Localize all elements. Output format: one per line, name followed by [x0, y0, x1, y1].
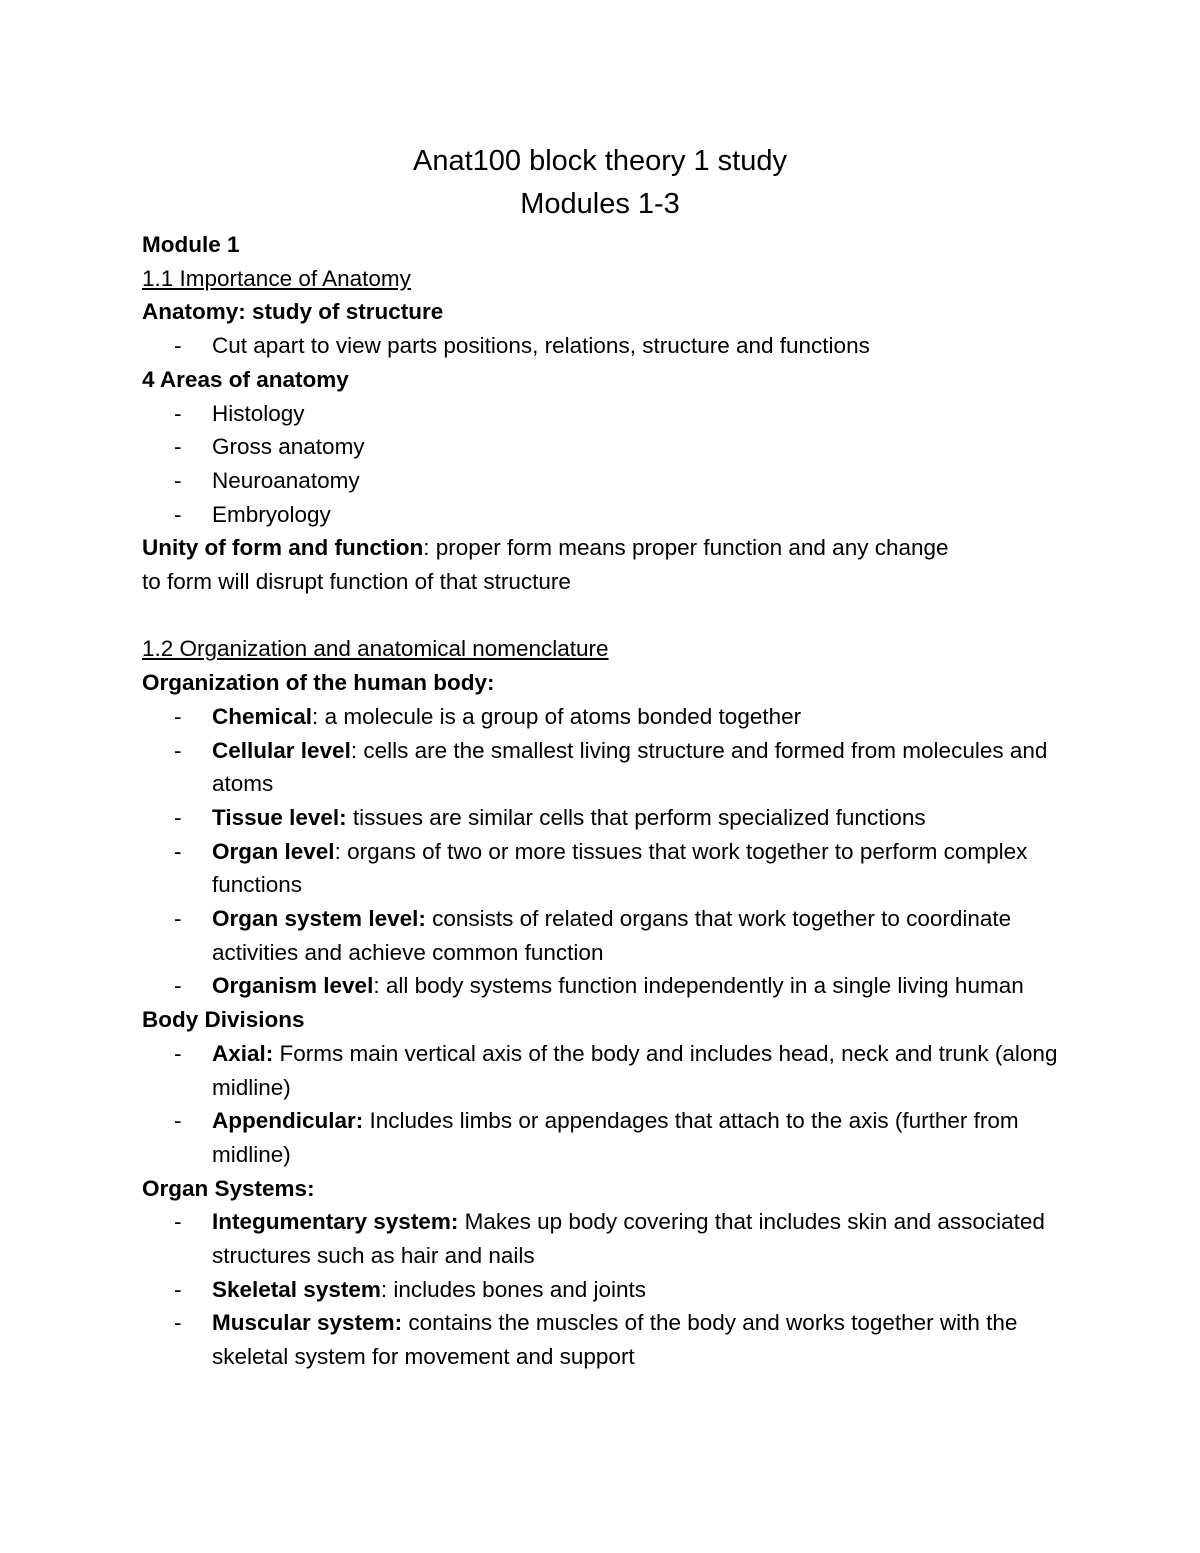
list-item	[142, 1104, 1062, 1171]
bullet-dash: -	[174, 1276, 182, 1302]
list-item-text: Gross anatomy	[212, 434, 365, 460]
bullet-dash: -	[174, 434, 182, 460]
divisions-heading: Body Divisions	[142, 1007, 305, 1033]
list-item	[142, 498, 1062, 532]
list-item	[142, 397, 1062, 431]
bullet-dash: -	[174, 737, 182, 763]
list-item-text	[212, 700, 1062, 734]
list-item-text: Neuroanatomy	[212, 467, 360, 493]
bullet-dash: -	[174, 906, 182, 932]
bullet-dash: -	[174, 804, 182, 830]
list-item	[142, 464, 1062, 498]
list-item	[142, 801, 1062, 835]
term-separator: :	[312, 703, 319, 729]
list-item-text	[212, 1205, 1062, 1272]
list-item-text: Embryology	[212, 501, 331, 527]
bullet-dash: -	[174, 703, 182, 729]
list-item	[142, 1037, 1062, 1104]
title-line-1: Anat100 block theory 1 study	[412, 145, 787, 177]
term: Appendicular:	[212, 1108, 364, 1134]
definition: contains the muscles of the body and works together with the skeletal system for movement and support	[212, 1310, 1018, 1370]
term-separator: :	[350, 737, 358, 763]
definition: : includes bones and joints	[380, 1276, 647, 1302]
term: Skeletal system	[212, 1276, 381, 1302]
term-separator: :	[334, 838, 341, 864]
section-heading-1-2: 1.2 Organization and anatomical nomenclature	[142, 636, 609, 662]
term: Tissue level:	[212, 804, 347, 830]
unity-text: : proper form means proper function and any change	[423, 535, 949, 561]
list-item	[142, 1306, 1062, 1373]
list-item-text	[212, 1306, 1062, 1373]
definition: Includes limbs or appendages that attach to the axis (further from midline)	[212, 1108, 1019, 1167]
term: Muscular system:	[212, 1310, 403, 1336]
module-heading: Module 1	[142, 232, 240, 257]
list-item	[142, 430, 1062, 464]
systems-heading: Organ Systems:	[142, 1175, 315, 1201]
definition: a molecule is a group of atoms bonded together	[318, 703, 802, 729]
term: Chemical	[212, 703, 313, 729]
title-line-2: Modules 1-3	[520, 188, 680, 220]
areas-heading: 4 Areas of anatomy	[142, 366, 349, 392]
bullet-dash: -	[174, 1209, 182, 1235]
bullet-dash: -	[174, 501, 182, 527]
list-item	[142, 1273, 1062, 1307]
term: Organ system level:	[212, 906, 426, 932]
unity-term: Unity of form and function	[142, 535, 424, 561]
list-item	[142, 1205, 1062, 1272]
term: Organ level	[212, 838, 335, 864]
term: Axial:	[212, 1040, 274, 1066]
list-item-text	[212, 1037, 1062, 1104]
anatomy-definition: Anatomy: study of structure	[142, 299, 444, 325]
list-item	[142, 969, 1062, 1003]
definition: Forms main vertical axis of the body and includes head, neck and trunk (along midline)	[212, 1040, 1058, 1100]
definition: Makes up body covering that includes skin and associated structures such as hair and nails	[212, 1209, 1045, 1269]
definition: all body systems function independently in a single living human	[379, 973, 1024, 999]
list-item	[142, 835, 1062, 902]
definition: organs of two or more tissues that work together to perform complex functions	[212, 838, 1028, 898]
unity-paragraph-line-1	[142, 531, 1062, 565]
bullet-dash: -	[174, 333, 182, 359]
bullet-dash: -	[174, 1108, 182, 1134]
bullet-dash: -	[174, 973, 182, 999]
list-item	[142, 700, 1062, 734]
organization-heading: Organization of the human body:	[142, 670, 495, 696]
list-item-text	[212, 969, 1062, 1003]
list-item-text	[212, 801, 1062, 835]
bullet-dash: -	[174, 467, 182, 493]
definition: tissues are similar cells that perform specialized functions	[346, 804, 926, 830]
bullet-dash: -	[174, 1040, 182, 1066]
definition: cells are the smallest living structure and formed from molecules and atoms	[212, 737, 1048, 797]
list-item	[142, 902, 1062, 969]
list-item-text	[212, 734, 1062, 801]
paragraph-spacer	[142, 599, 1062, 633]
bullet-dash: -	[174, 838, 182, 864]
list-item	[142, 734, 1062, 801]
term-separator: :	[373, 973, 380, 999]
term: Organism level	[212, 973, 374, 999]
list-item-text	[212, 902, 1062, 969]
section-heading-1-1: 1.1 Importance of Anatomy	[142, 265, 411, 291]
unity-paragraph-line-2: to form will disrupt function of that structure	[142, 569, 571, 595]
list-item-text: Histology	[212, 400, 305, 426]
list-item	[142, 329, 1062, 363]
bullet-dash: -	[174, 400, 182, 426]
list-item-text	[212, 1273, 1062, 1307]
term: Cellular level	[212, 737, 351, 763]
term: Integumentary system:	[212, 1209, 459, 1235]
list-item-text	[212, 1104, 1062, 1171]
document-title	[0, 140, 1200, 226]
bullet-dash: -	[174, 1310, 182, 1336]
list-item-text	[212, 835, 1062, 902]
list-item-text: Cut apart to view parts positions, relations, structure and functions	[212, 333, 870, 359]
definition: consists of related organs that work together to coordinate activities and achieve common function	[212, 906, 1012, 965]
document-body	[142, 228, 1062, 1374]
